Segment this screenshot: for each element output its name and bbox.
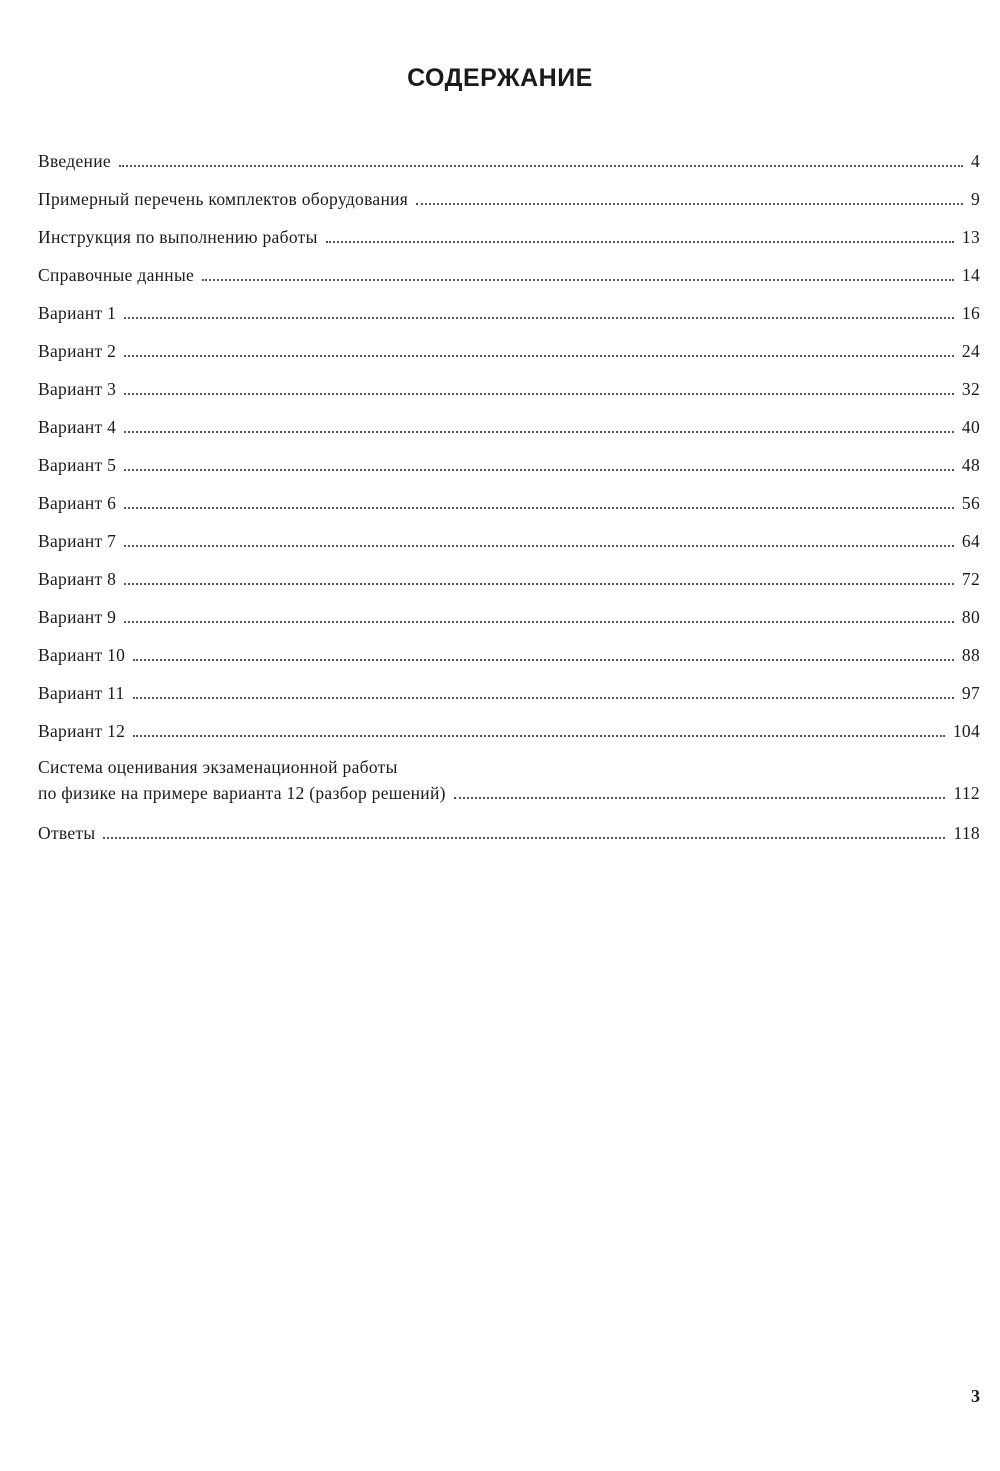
dot-leader [202, 279, 954, 281]
toc-entry-label: Вариант 10 [38, 645, 126, 665]
page-number: 3 [971, 1386, 980, 1406]
toc-entry-label: Вариант 7 [38, 531, 117, 551]
toc-entry-label: Вариант 12 [38, 721, 126, 741]
toc-entry-page: 48 [961, 455, 980, 475]
toc-entry-variant-11[interactable] [38, 678, 980, 716]
toc-entry-reference-data[interactable] [38, 260, 980, 298]
toc-entry-page: 32 [961, 379, 980, 399]
dot-leader [133, 697, 954, 699]
toc-entry-label: Вариант 3 [38, 379, 117, 399]
toc-entry-variant-8[interactable] [38, 564, 980, 602]
toc-entry-label: Вариант 4 [38, 417, 117, 437]
toc-entry-label: Вариант 2 [38, 341, 117, 361]
toc-entry-variant-5[interactable] [38, 450, 980, 488]
toc-entry-variant-6[interactable] [38, 488, 980, 526]
toc-entry-label: Введение [38, 151, 111, 171]
toc-entry-page: 14 [961, 265, 980, 285]
dot-leader [124, 507, 954, 509]
toc-entry-equipment-list[interactable] [38, 184, 980, 222]
dot-leader [124, 317, 954, 319]
dot-leader [124, 393, 954, 395]
toc-entry-label: Ответы [38, 823, 96, 843]
toc-entry-label: Вариант 9 [38, 607, 117, 627]
dot-leader [124, 621, 954, 623]
toc-entry-variant-9[interactable] [38, 602, 980, 640]
toc-entry-label: Вариант 6 [38, 493, 117, 513]
toc-entry-page: 80 [961, 607, 980, 627]
toc-entry-label-line1: Система оценивания экзаменационной работы [38, 757, 398, 777]
toc-entry-variant-3[interactable] [38, 374, 980, 412]
dot-leader [454, 797, 946, 799]
toc-entry-label: Примерный перечень комплектов оборудования [38, 189, 409, 209]
toc-entry-page: 64 [961, 531, 980, 551]
toc-entry-grading-system[interactable] [38, 754, 980, 806]
toc-entry-introduction[interactable] [38, 146, 980, 184]
toc-entry-answers[interactable] [38, 818, 980, 856]
toc-entry-page: 24 [961, 341, 980, 361]
toc-entry-page: 16 [961, 303, 980, 323]
toc-entry-variant-10[interactable] [38, 640, 980, 678]
toc-entry-label: Вариант 1 [38, 303, 117, 323]
toc-entry-page: 118 [953, 823, 980, 843]
toc-entry-label: Инструкция по выполнению работы [38, 227, 318, 247]
dot-leader [124, 355, 954, 357]
toc-entry-instructions[interactable] [38, 222, 980, 260]
toc-entry-page: 104 [952, 721, 980, 741]
toc-entry-page: 9 [970, 189, 980, 209]
toc-entry-page: 40 [961, 417, 980, 437]
toc-entry-page: 13 [961, 227, 980, 247]
dot-leader [124, 545, 954, 547]
dot-leader [119, 165, 963, 167]
table-of-contents [38, 146, 980, 856]
toc-entry-variant-7[interactable] [38, 526, 980, 564]
dot-leader [326, 241, 954, 243]
toc-entry-label: Вариант 11 [38, 683, 125, 703]
toc-entry-variant-2[interactable] [38, 336, 980, 374]
toc-entry-page: 88 [961, 645, 980, 665]
toc-entry-variant-1[interactable] [38, 298, 980, 336]
toc-entry-page: 4 [970, 151, 980, 171]
dot-leader [416, 203, 963, 205]
toc-entry-label: Справочные данные [38, 265, 195, 285]
dot-leader [103, 837, 945, 839]
dot-leader [124, 583, 954, 585]
dot-leader [124, 469, 954, 471]
toc-entry-page: 56 [961, 493, 980, 513]
toc-entry-variant-12[interactable] [38, 716, 980, 754]
toc-entry-label-line2: по физике на примере варианта 12 (разбор решений) [38, 783, 446, 803]
toc-entry-page: 72 [961, 569, 980, 589]
dot-leader [124, 431, 954, 433]
toc-entry-page: 97 [961, 683, 980, 703]
toc-entry-page: 112 [953, 783, 980, 803]
dot-leader [133, 735, 945, 737]
toc-entry-variant-4[interactable] [38, 412, 980, 450]
dot-leader [133, 659, 954, 661]
toc-entry-label: Вариант 8 [38, 569, 117, 589]
page-title: СОДЕРЖАНИЕ [407, 64, 593, 92]
toc-entry-label: Вариант 5 [38, 455, 117, 475]
